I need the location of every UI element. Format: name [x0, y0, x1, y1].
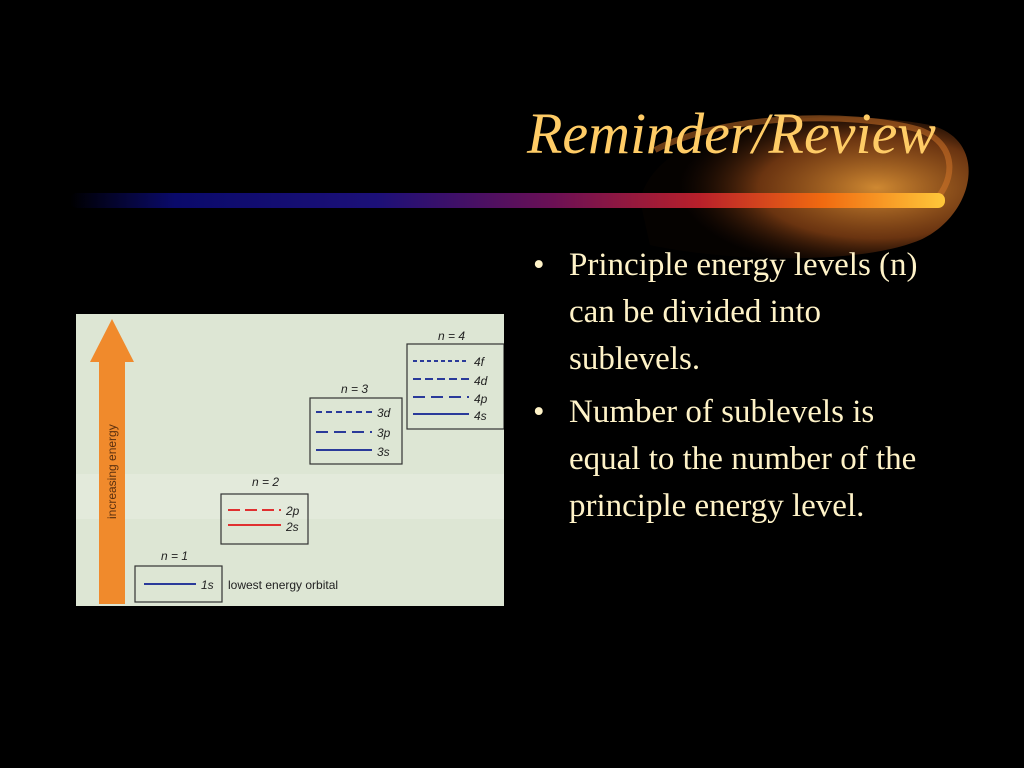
sublevel-label: 4p	[474, 392, 488, 406]
bullet-symbol: •	[533, 394, 545, 430]
sublevel-label: 3p	[377, 426, 391, 440]
sublevel-label: 2p	[286, 504, 300, 518]
sublevel-label: 3d	[377, 406, 391, 420]
lowest-energy-label: lowest energy orbital	[228, 578, 339, 592]
gradient-bar	[70, 193, 945, 208]
sublevel-label: 2s	[286, 520, 299, 534]
bullet-text: Number of sublevels is equal to the number of the principle energy level.	[569, 394, 917, 524]
slide-title: Reminder/Review	[526, 101, 936, 166]
energy-level-diagram	[76, 314, 504, 606]
level-label: n = 3	[341, 382, 369, 396]
sublevel-label: 4d	[474, 374, 488, 388]
bullet-item	[533, 389, 953, 530]
level-label: n = 4	[438, 329, 466, 343]
sublevel-label: 4f	[474, 355, 485, 369]
arrow-label: increasing energy	[105, 424, 119, 519]
bullet-text: Principle energy levels (n) can be divided into sublevels.	[569, 247, 918, 377]
bullet-symbol: •	[533, 247, 545, 283]
sublevel-label: 3s	[377, 445, 390, 459]
sublevel-label: 1s	[201, 578, 214, 592]
level-label: n = 2	[252, 475, 280, 489]
bullet-list	[533, 242, 953, 536]
bullet-item	[533, 242, 953, 383]
level-label: n = 1	[161, 549, 189, 563]
sublevel-label: 4s	[474, 409, 487, 423]
